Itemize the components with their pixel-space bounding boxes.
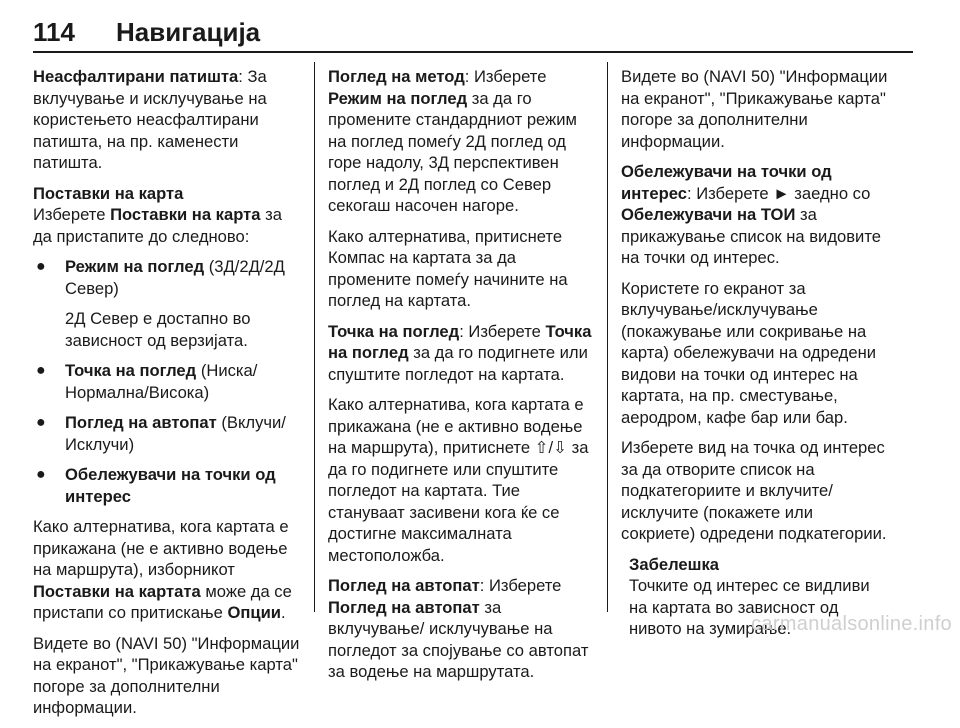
term: Поглед на автопат [328, 576, 480, 595]
term: Поглед на автопат [328, 597, 480, 617]
section-heading: Поставки на карта [33, 183, 184, 203]
term-unpaved-roads: Неасфалтирани патишта [33, 67, 239, 86]
term: Поставки на картата [33, 581, 201, 601]
term: Обележувачи на ТОИ [621, 205, 796, 224]
term: Точка на поглед [328, 321, 460, 341]
paragraph-highway-view [328, 575, 596, 683]
paragraph-toggle-screen: Користете го екранот за вклучување/исклучување (покажување или сокривање на карта) обележувачи на одредени видови на точки од интерес на картата, на пр. сместување, аеродром, кафе бар или бар. [621, 278, 877, 427]
text: може да се пристапи со притискање [33, 581, 292, 622]
text: за прикажување список на видовите на точки од интерес. [621, 205, 881, 267]
paragraph-unpaved-roads [33, 66, 301, 174]
paragraph-poi-type: Изберете вид на точка од интерес за да отворите список на подкатегориите и вклучите/ исклучите (покажете или сокриете) одредени подкатегории. [621, 438, 887, 543]
paragraph-compass: Како алтернатива, притиснете Компас на картата за да промените помеѓу начините на поглед на картата. [328, 226, 568, 310]
term: Режим на поглед [328, 88, 468, 108]
watermark: carmanualsonline.info [751, 613, 952, 635]
page-header [33, 12, 913, 52]
bullet-icon: ● [36, 362, 46, 379]
text: : За вклучување и исклучување на користењето неасфалтирани патишта, на пр. каменести патишта. [33, 67, 267, 172]
text: заедно со [789, 183, 871, 203]
bullet-icon: ● [36, 258, 46, 275]
text: (Вклучи/ Исклучи) [65, 413, 286, 454]
term-map-settings: Поставки на карта [110, 205, 261, 224]
term: Точка на поглед [328, 321, 592, 362]
column-divider [314, 62, 315, 612]
text: : Изберете [464, 67, 547, 86]
term: Опции [227, 603, 281, 622]
text: (3Д/2Д/2Д Север) [65, 257, 285, 298]
paragraph-see-also: Видете во (NAVI 50) "Информации на екранот", "Прикажување карта" погоре за дополнителни информации. [621, 67, 888, 151]
arrow-right-icon: ► [773, 183, 790, 203]
term: Поглед на автопат [65, 413, 217, 432]
text: за да пристапите до следново: [33, 205, 282, 246]
term: Обележувачи на точки од интерес [65, 465, 276, 506]
section-map-settings [33, 183, 301, 248]
paragraph-view-method [328, 66, 596, 217]
list-item [33, 412, 301, 455]
page-number: 114 [33, 17, 75, 47]
text: за вклучување/ исклучување на погледот за спојување со автопат за водење на маршрутата. [328, 597, 589, 681]
paragraph-view-point [328, 321, 596, 386]
column-1 [33, 66, 301, 728]
column-divider [607, 62, 608, 612]
term: Обележувачи на точки од интерес [621, 162, 832, 203]
text: : Изберете [686, 183, 774, 203]
note-text: Точките од интерес се видливи на картата во зависност од нивото на зумирање. [629, 576, 870, 638]
bullet-icon: ● [36, 414, 46, 431]
list-item [33, 464, 301, 507]
column-2 [328, 66, 596, 692]
text: : Изберете [479, 576, 562, 595]
column-3 [621, 66, 891, 640]
list-item-note: 2Д Север е достапно во зависност од верзијата. [65, 309, 251, 350]
text: Изберете [33, 205, 111, 224]
list-item [33, 256, 301, 351]
note-title: Забелешка [629, 554, 720, 574]
term: Точка на поглед [65, 361, 197, 380]
bullet-icon: ● [36, 466, 46, 483]
paragraph-poi-markers [621, 161, 891, 269]
text: (Ниска/ Нормална/Висока) [65, 361, 258, 402]
paragraph-see-also: Видете во (NAVI 50) "Информации на екранот", "Прикажување карта" погоре за дополнителни информации. [33, 633, 300, 717]
text: : Изберете [459, 321, 546, 341]
paragraph-arrows: Како алтернатива, кога картата е прикажана (не е активно водење на маршрута), притиснете ⇧/⇩ за да го подигнете или спуштите погледот на картата. Тие стануваат засивени кога ќе се достигне максималната местоположба. [328, 395, 589, 565]
text: . [280, 603, 286, 622]
paragraph-alternative [33, 516, 301, 624]
settings-list [33, 256, 301, 507]
text: Како алтернатива, кога картата е прикажана (не е активно водење на маршрута), изборникот [33, 517, 289, 579]
header-divider [33, 51, 913, 53]
chapter-title: Навигација [116, 17, 261, 47]
list-item [33, 360, 301, 403]
text: за да го подигнете или спуштите погледот на картата. [328, 343, 588, 384]
term: Поглед на метод [328, 67, 465, 86]
text: за да го промените стандардниот режим на поглед помеѓу 2Д поглед од горе надолу, 3Д перспективен поглед и 2Д поглед со Север секогаш насочен нагоре. [328, 88, 577, 215]
paragraph-intro [33, 204, 301, 247]
term: Режим на поглед [65, 257, 205, 276]
